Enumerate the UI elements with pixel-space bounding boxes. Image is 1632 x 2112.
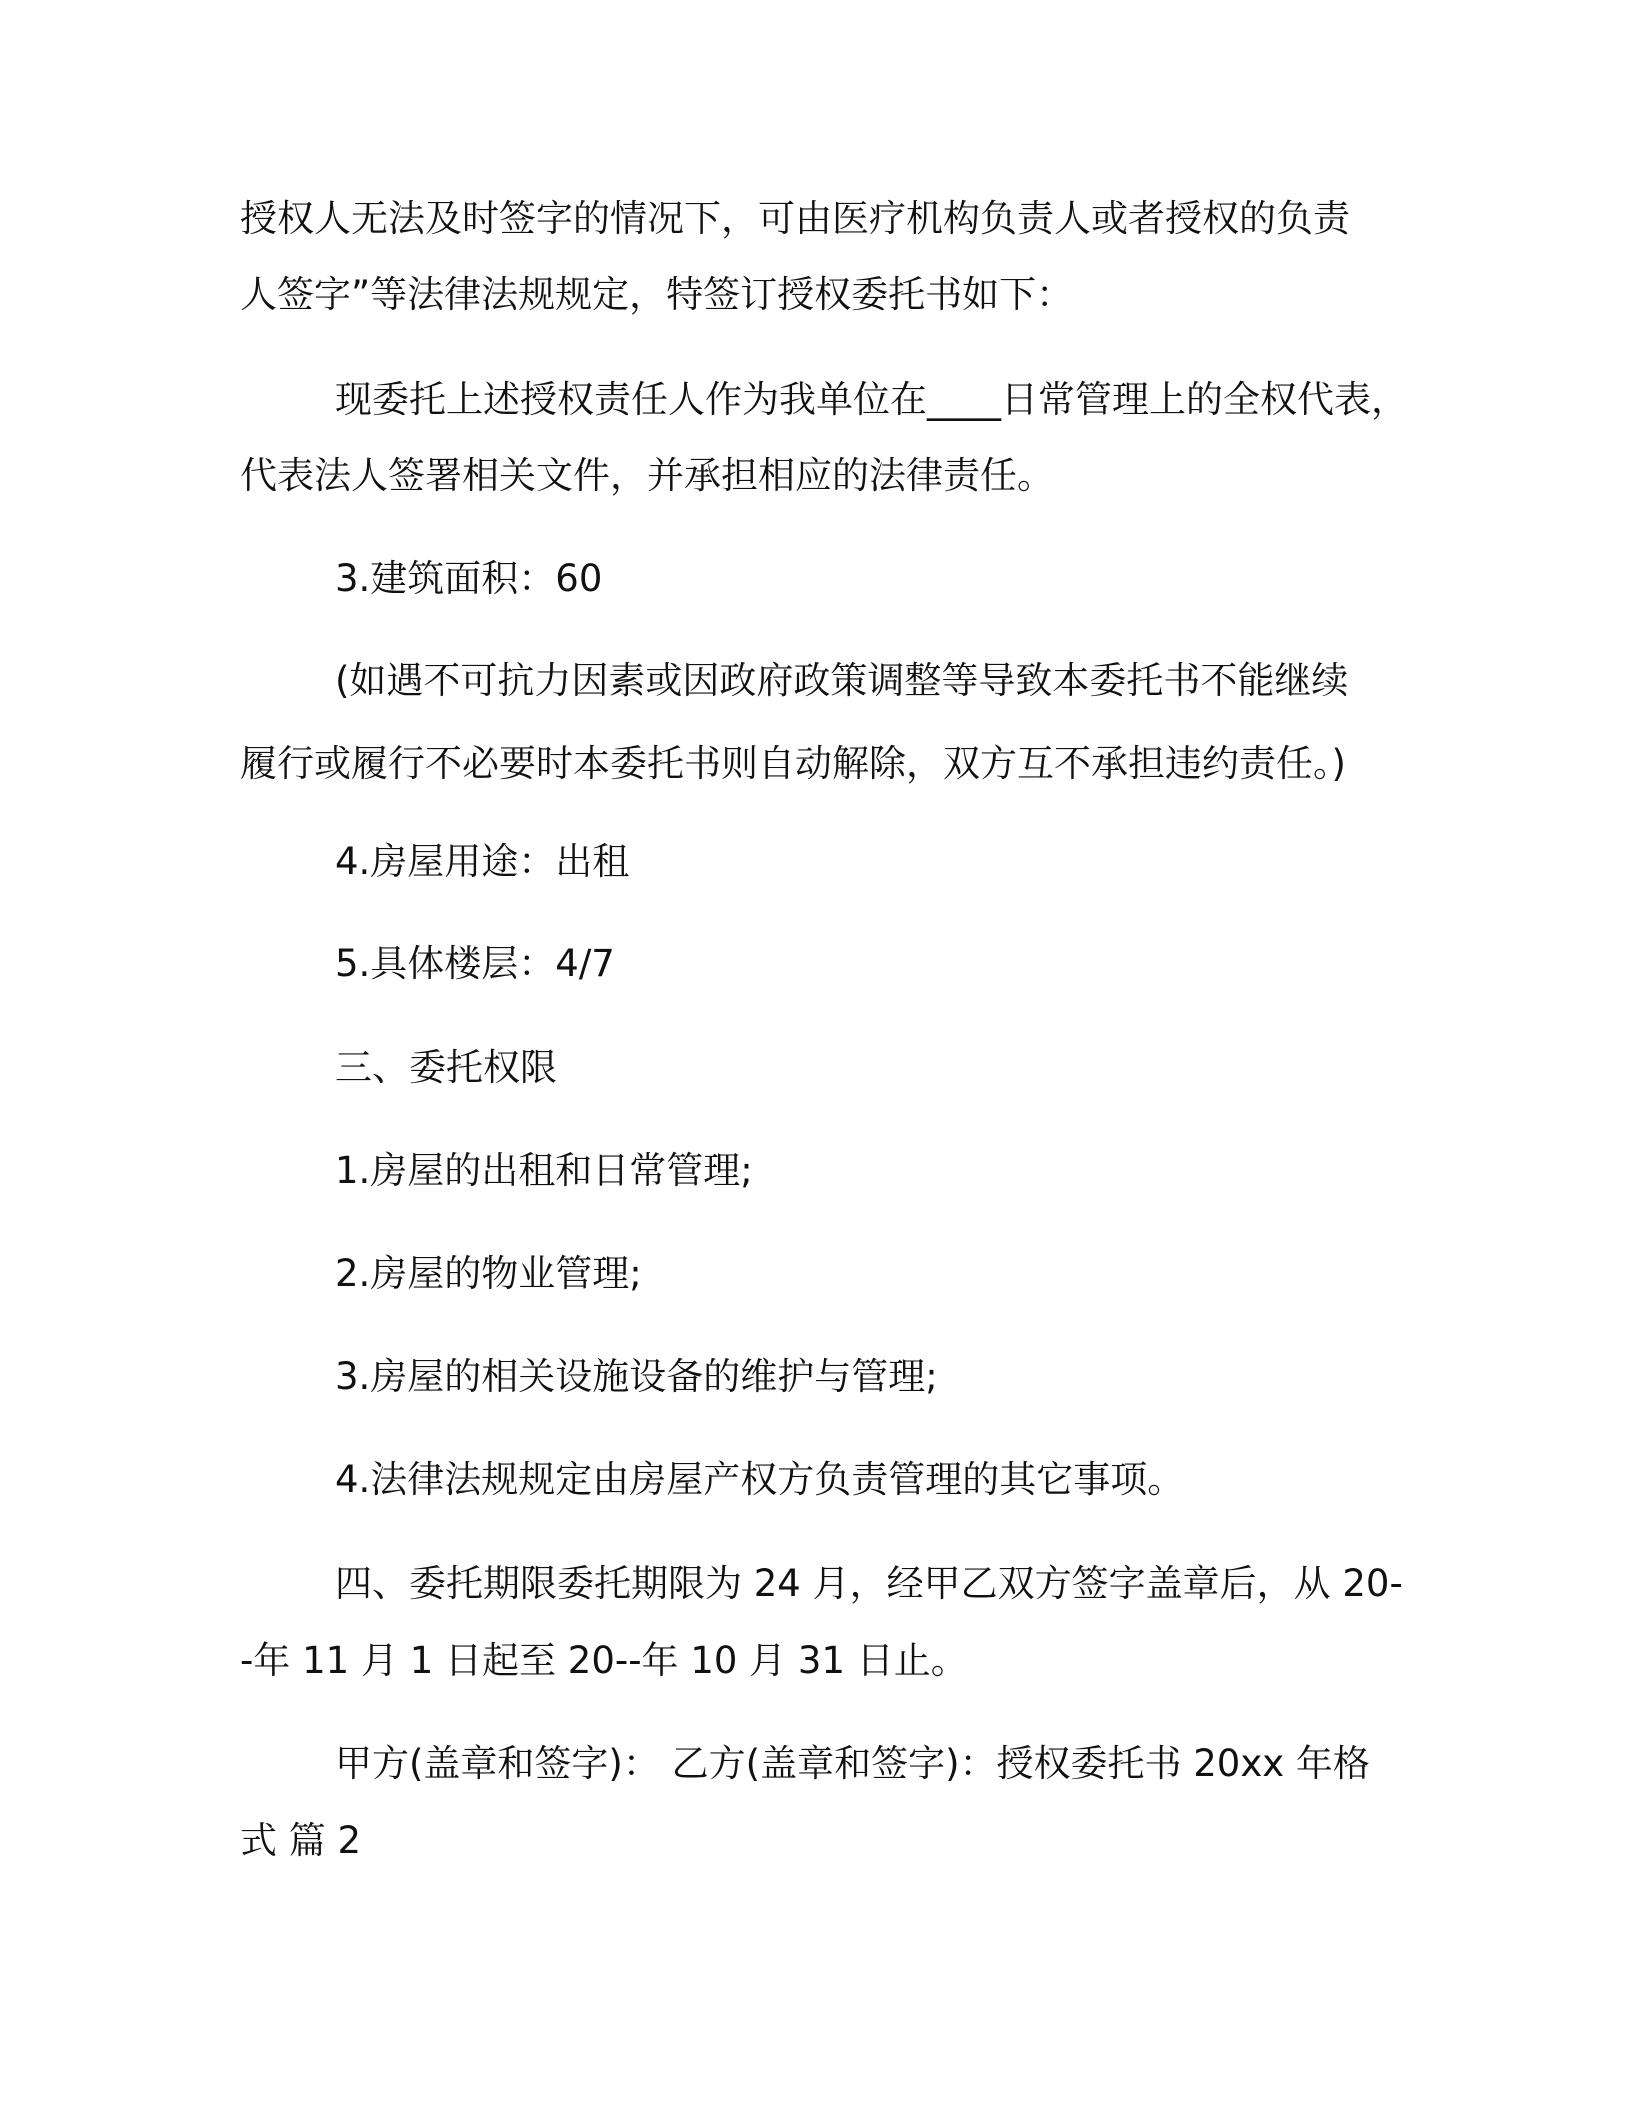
paragraph-line: 人签字”等法律法规规定，特签订授权委托书如下： <box>240 273 1074 316</box>
list-item: 1.房屋的出租和日常管理; <box>335 1149 753 1192</box>
paragraph-line: 代表法人签署相关文件，并承担相应的法律责任。 <box>240 454 1054 497</box>
list-item: 3.建筑面积：60 <box>335 557 603 600</box>
list-item: 4.房屋用途：出租 <box>335 840 630 883</box>
paragraph-line: 授权人无法及时签字的情况下，可由医疗机构负责人或者授权的负责 <box>240 197 1350 240</box>
paragraph-line: 甲方(盖章和签字)： 乙方(盖章和签字)：授权委托书 20xx 年格 <box>335 1742 1370 1785</box>
paragraph-line: (如遇不可抗力因素或因政府政策调整等导致本委托书不能继续 <box>335 659 1349 702</box>
paragraph-line: 四、委托期限委托期限为 24 月，经甲乙双方签字盖章后，从 20- <box>335 1562 1403 1605</box>
paragraph-line: -年 11 月 1 日起至 20--年 10 月 31 日止。 <box>240 1639 968 1682</box>
paragraph-line: 式 篇 2 <box>240 1819 362 1862</box>
paragraph-line: 现委托上述授权责任人作为我单位在____日常管理上的全权代表， <box>335 378 1408 421</box>
list-item: 2.房屋的物业管理; <box>335 1252 642 1295</box>
section-heading: 三、委托权限 <box>335 1046 557 1089</box>
list-item: 5.具体楼层：4/7 <box>335 942 615 985</box>
list-item: 4.法律法规规定由房屋产权方负责管理的其它事项。 <box>335 1458 1185 1501</box>
paragraph-line: 履行或履行不必要时本委托书则自动解除，双方互不承担违约责任。) <box>240 742 1346 785</box>
list-item: 3.房屋的相关设施设备的维护与管理; <box>335 1355 938 1398</box>
